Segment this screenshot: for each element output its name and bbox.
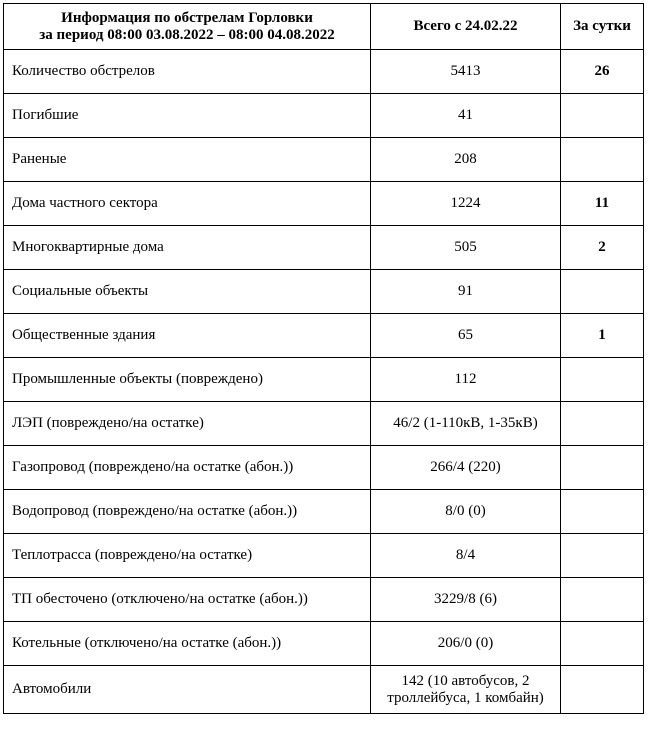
row-label: Количество обстрелов — [4, 50, 371, 94]
row-label: Общественные здания — [4, 314, 371, 358]
shelling-report-table — [3, 3, 644, 714]
table-header — [4, 4, 644, 50]
row-label: Автомобили — [4, 666, 371, 714]
row-total: 1224 — [371, 182, 561, 226]
row-label: Теплотрасса (повреждено/на остатке) — [4, 534, 371, 578]
table-row — [4, 94, 644, 138]
row-total: 46/2 (1-110кВ, 1-35кВ) — [371, 402, 561, 446]
row-total: 112 — [371, 358, 561, 402]
row-label: Водопровод (повреждено/на остатке (абон.)) — [4, 490, 371, 534]
row-daily — [561, 446, 644, 490]
row-total: 505 — [371, 226, 561, 270]
row-daily: 1 — [561, 314, 644, 358]
table-row — [4, 358, 644, 402]
row-daily — [561, 490, 644, 534]
row-total: 65 — [371, 314, 561, 358]
table-row — [4, 50, 644, 94]
row-daily — [561, 138, 644, 182]
table-body — [4, 50, 644, 714]
row-label: Газопровод (повреждено/на остатке (абон.)) — [4, 446, 371, 490]
row-total: 266/4 (220) — [371, 446, 561, 490]
row-total: 5413 — [371, 50, 561, 94]
header-row — [4, 4, 644, 50]
table-row — [4, 490, 644, 534]
table-row — [4, 314, 644, 358]
total-column-header: Всего с 24.02.22 — [371, 4, 561, 50]
table-row — [4, 446, 644, 490]
row-total — [371, 666, 561, 714]
table-row — [4, 138, 644, 182]
row-total: 208 — [371, 138, 561, 182]
table-title-line2: за период 08:00 03.08.2022 – 08:00 04.08.2022 — [39, 26, 335, 43]
row-label: Многоквартирные дома — [4, 226, 371, 270]
table-title — [4, 4, 371, 50]
row-label: Погибшие — [4, 94, 371, 138]
row-label: Раненые — [4, 138, 371, 182]
table-row — [4, 622, 644, 666]
row-total: 41 — [371, 94, 561, 138]
row-total: 206/0 (0) — [371, 622, 561, 666]
row-daily: 2 — [561, 226, 644, 270]
row-total: 3229/8 (6) — [371, 578, 561, 622]
row-label: Промышленные объекты (повреждено) — [4, 358, 371, 402]
table-row — [4, 270, 644, 314]
table-row — [4, 402, 644, 446]
row-label: ТП обесточено (отключено/на остатке (абон.)) — [4, 578, 371, 622]
row-total: 91 — [371, 270, 561, 314]
row-total-line1: 142 (10 автобусов, 2 — [401, 672, 530, 689]
row-daily — [561, 402, 644, 446]
table-row-vehicles — [4, 666, 644, 714]
row-total: 8/4 — [371, 534, 561, 578]
row-label: Котельные (отключено/на остатке (абон.)) — [4, 622, 371, 666]
table-row — [4, 182, 644, 226]
daily-column-header: За сутки — [561, 4, 644, 50]
table-row — [4, 534, 644, 578]
row-total-line2: троллейбуса, 1 комбайн) — [387, 689, 544, 706]
row-daily — [561, 358, 644, 402]
row-label: Дома частного сектора — [4, 182, 371, 226]
table-row — [4, 226, 644, 270]
row-total: 8/0 (0) — [371, 490, 561, 534]
row-daily — [561, 270, 644, 314]
row-daily: 26 — [561, 50, 644, 94]
row-daily — [561, 666, 644, 714]
table-row — [4, 578, 644, 622]
row-daily — [561, 622, 644, 666]
row-daily — [561, 94, 644, 138]
row-daily: 11 — [561, 182, 644, 226]
row-label: Социальные объекты — [4, 270, 371, 314]
row-daily — [561, 578, 644, 622]
table-title-line1: Информация по обстрелам Горловки — [61, 9, 313, 26]
row-label: ЛЭП (повреждено/на остатке) — [4, 402, 371, 446]
row-daily — [561, 534, 644, 578]
